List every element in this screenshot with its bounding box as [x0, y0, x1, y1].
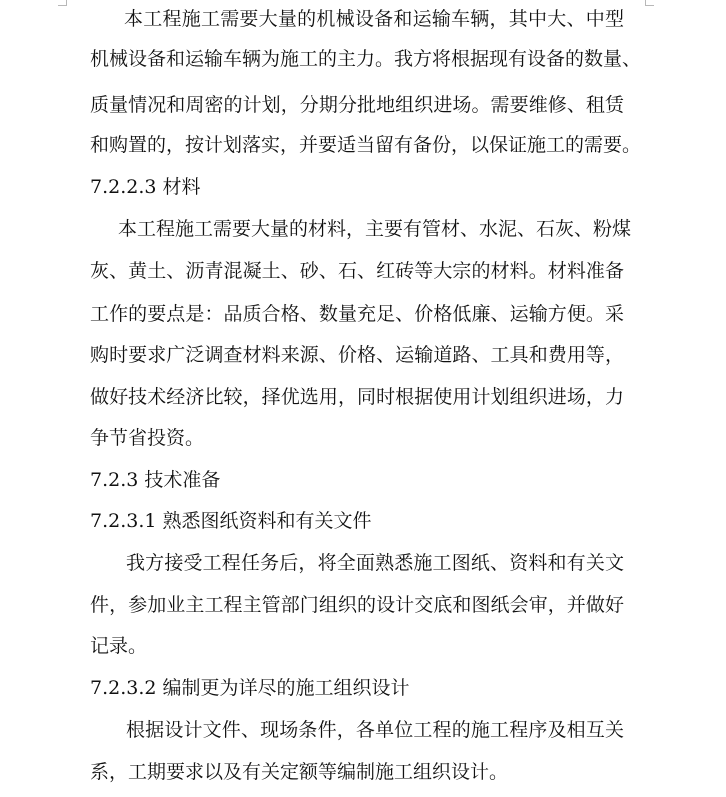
paragraph-line: 做好技术经济比较，择优选用，同时根据使用计划组织进场，力 [90, 386, 624, 408]
section-heading: 7.2.3 技术准备 [90, 469, 221, 491]
paragraph-line: 本工程施工需要大量的机械设备和运输车辆，其中大、中型 [124, 8, 624, 30]
paragraph-line: 记录。 [90, 635, 148, 657]
paragraph-line: 根据设计文件、现场条件，各单位工程的施工程序及相互关 [126, 719, 624, 741]
paragraph-line: 购时要求广泛调查材料来源、价格、运输道路、工具和费用等， [90, 344, 624, 366]
crop-mark-left-horizontal [58, 5, 66, 6]
paragraph-line: 争节省投资。 [90, 427, 205, 449]
crop-mark-right-horizontal [646, 5, 654, 6]
paragraph-line: 本工程施工需要大量的材料，主要有管材、水泥、石灰、粉煤 [118, 218, 632, 240]
paragraph-line: 机械设备和运输车辆为施工的主力。我方将根据现有设备的数量、 [90, 48, 642, 70]
paragraph-line: 系，工期要求以及有关定额等编制施工组织设计。 [90, 761, 509, 783]
paragraph-line: 工作的要点是：品质合格、数量充足、价格低廉、运输方便。采 [90, 303, 624, 325]
section-heading: 7.2.2.3 材料 [90, 176, 201, 198]
section-heading: 7.2.3.2 编制更为详尽的施工组织设计 [90, 677, 410, 699]
paragraph-line: 和购置的，按计划落实，并要适当留有备份，以保证施工的需要。 [90, 134, 642, 156]
crop-mark-left [66, 0, 67, 6]
paragraph-line: 灰、黄土、沥青混凝土、砂、石、红砖等大宗的材料。材料准备 [90, 260, 624, 282]
section-heading: 7.2.3.1 熟悉图纸资料和有关文件 [90, 510, 372, 532]
paragraph-line: 我方接受工程任务后，将全面熟悉施工图纸、资料和有关文 [126, 552, 624, 574]
paragraph-line: 件，参加业主工程主管部门组织的设计交底和图纸会审，并做好 [90, 594, 624, 616]
paragraph-line: 质量情况和周密的计划，分期分批地组织进场。需要维修、租赁 [90, 94, 624, 116]
